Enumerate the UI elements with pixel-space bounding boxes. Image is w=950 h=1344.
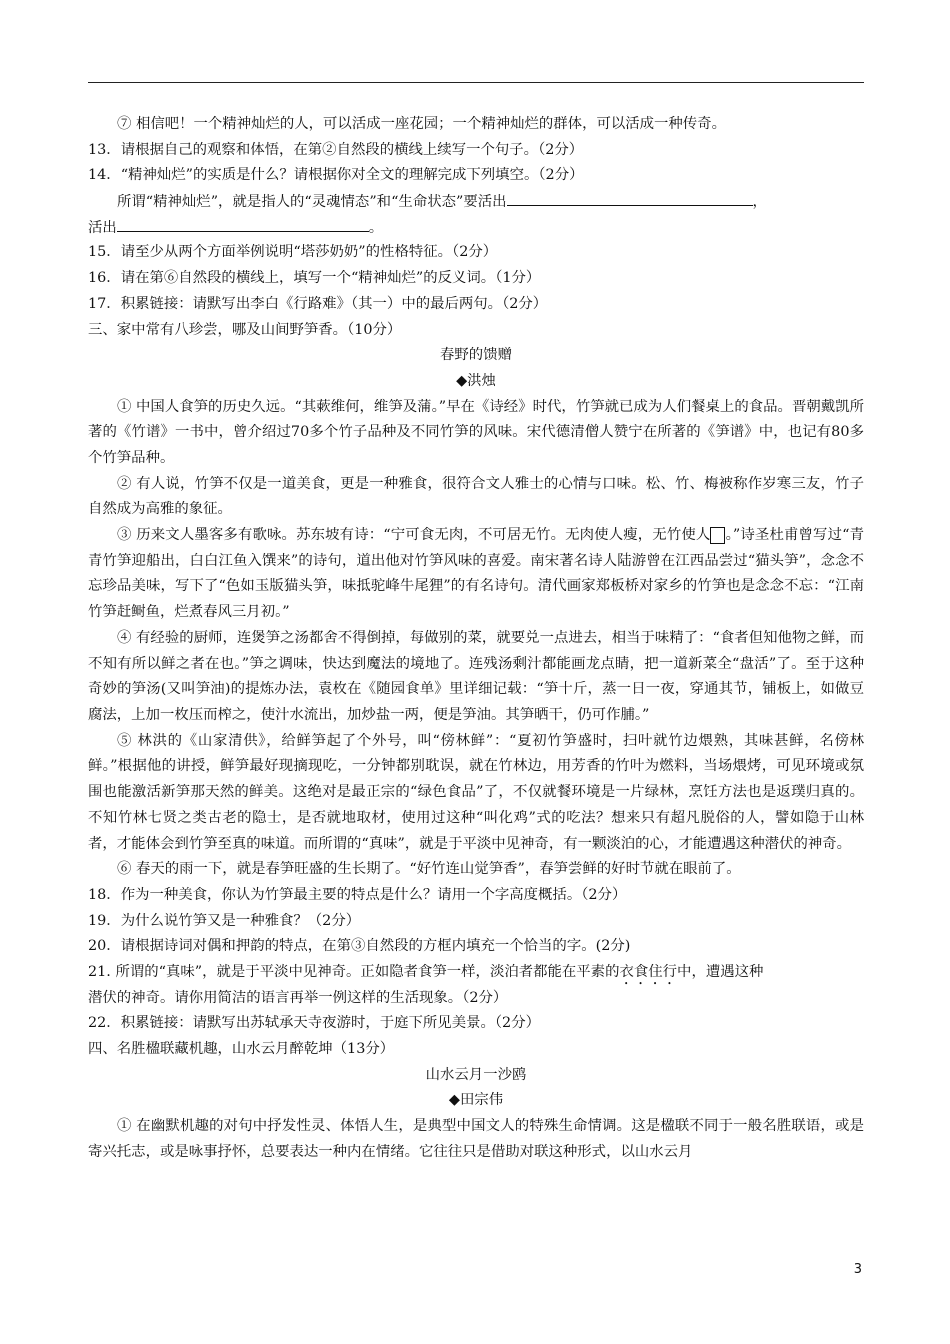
question-17: 17．积累链接：请默写出李白《行路难》（其一）中的最后两句。（2分） <box>88 295 548 312</box>
article-3-author: ◆洪烛 <box>456 372 496 389</box>
article-4-author: ◆田宗伟 <box>448 1092 504 1109</box>
article-3-title: 春野的馈赠 <box>440 347 512 364</box>
header-rule <box>88 82 864 83</box>
question-21-text-a: 21. 所谓的“真味”，就是于平淡中见神奇。正如隐者食笋一样，淡泊者都能在平素的 <box>88 963 620 980</box>
section-4-heading: 四、名胜楹联藏机趣，山水云月醉乾坤（13分） <box>88 1041 395 1058</box>
paragraph-3-text-b: 。”诗圣杜甫曾写过“青青竹笋迎船出，白白江鱼入馔来”的诗句，道出他对竹笋风味的喜爱。南宋著名诗人陆游曾在江西品尝过“猫头笋”，念念不忘珍品美味，写下了“色如玉版猫头笋，味抵驼峰牛尾狸”的有名诗句。清代画家郑板桥对家乡的竹笋也是念念不忘：“江南竹笋赶鲥鱼，烂煮春风三月初。” <box>88 527 865 621</box>
article-3-paragraph-4: ④ 有经验的厨师，连煲笋之汤都舍不得倒掉，每做别的菜，就要兑一点进去，相当于味精了：“食者但知他物之鲜，而不知有所以鲜之者在也。”笋之调味，快达到魔法的境地了。连残汤剩汁都能画龙点睛，把一道新菜全“盘活”了。至于这种奇妙的笋汤(又叫笋油)的提炼办法，袁枚在《随园食单》里详细记载：“笋十斤，蒸一日一夜，穿通其节，铺板上，如做豆腐法，上加一枚压而榨之，使汁水流出，加炒盐一两，便是笋油。其笋晒干，仍可作脯。” <box>88 629 864 723</box>
question-14-fill-line-2 <box>88 215 864 241</box>
question-22: 22．积累链接：请默写出苏轼承天寺夜游时，于庭下所见美景。（2分） <box>88 1015 540 1032</box>
article-3-paragraph-3 <box>88 523 864 626</box>
fill-end: 。 <box>368 219 384 236</box>
section-3-heading: 三、家中常有八珍尝，哪及山间野笋香。（10分） <box>88 321 402 338</box>
question-14: 14．“精神灿烂”的实质是什么？请根据你对全文的理解完成下列填空。（2分） <box>88 167 584 184</box>
question-21-line-1 <box>88 960 864 986</box>
paragraph-3-text-a: ③ 历来文人墨客多有歌咏。苏东坡有诗：“宁可食无肉，不可居无竹。无肉使人瘦，无竹使人 <box>117 527 711 544</box>
fill-text-a: 所谓“精神灿烂”，就是指人的“灵魂情态”和“生命状态”要活出 <box>117 194 507 211</box>
article-4-paragraph-1: ① 在幽默机趣的对句中抒发性灵、体悟人生，是典型中国文人的特殊生命情调。这是楹联不同于一般名胜联语，或是寄兴托志，或是咏事抒怀，总要表达一种内在情绪。它往往只是借助对联这种形式，以山水云月 <box>88 1118 864 1160</box>
question-13: 13．请根据自己的观察和体悟，在第②自然段的横线上续写一个句子。（2分） <box>88 141 584 158</box>
paragraph-7: ⑦ 相信吧！一个精神灿烂的人，可以活成一座花园；一个精神灿烂的群体，可以活成一种传奇。 <box>117 116 726 132</box>
question-20: 20．请根据诗词对偶和押韵的特点，在第③自然段的方框内填充一个恰当的字。(2分) <box>88 938 631 955</box>
question-19: 19．为什么说竹笋又是一种雅食？（2分） <box>88 912 361 929</box>
page-number: 3 <box>853 1262 862 1277</box>
article-3-paragraph-2: ② 有人说，竹笋不仅是一道美食，更是一种雅食，很符合文人雅士的心情与口味。松、竹、梅被称作岁寒三友，竹子自然成为高雅的象征。 <box>88 475 864 518</box>
article-3-paragraph-5: ⑤ 林洪的《山家清供》，给鲜笋起了个外号，叫“傍林鲜”：“夏初竹笋盛时，扫叶就竹边煨熟，其味甚鲜，名傍林鲜。”根据他的讲授，鲜笋最好现摘现吃，一分钟都别耽误，就在竹林边，用芳香的竹叶为燃料，当场煨烤，可见环境或氛围也能激活新笋那天然的鲜美。这绝对是最正宗的“绿色食品”了，不仅就餐环境是一片绿林，烹饪方法也是返璞归真的。不知竹林七贤之类古老的隐士，是否就地取材，使用过这种“叫化鸡”式的吃法？想来只有超凡脱俗的人，譬如隐于山林者，才能体会到竹笋至真的味道。而所谓的“真味”，就是于平淡中见神奇，有一颗淡泊的心，才能遭遇这种潜伏的神奇。 <box>88 732 864 852</box>
question-15: 15．请至少从两个方面举例说明“塔莎奶奶”的性格特征。（2分） <box>88 244 498 261</box>
question-16: 16．请在第⑥自然段的横线上，填写一个“精神灿烂”的反义词。（1分） <box>88 270 541 287</box>
fill-text-b: 活出 <box>88 219 117 236</box>
question-21-text-b: 中，遭遇这种 <box>677 963 764 980</box>
document-page <box>88 112 864 1166</box>
answer-blank[interactable] <box>507 189 753 206</box>
question-18: 18．作为一种美食，你认为竹笋最主要的特点是什么？请用一个字高度概括。（2分） <box>88 886 627 903</box>
question-21-line-2: 潜伏的神奇。请你用简洁的语言再举一例这样的生活现象。（2分） <box>88 989 508 1006</box>
answer-box[interactable] <box>710 527 725 544</box>
emphasis-words: 衣食住行 <box>619 963 678 980</box>
article-3-paragraph-6: ⑥ 春天的雨一下，就是春笋旺盛的生长期了。“好竹连山觉笋香”，春笋尝鲜的好时节就在眼前了。 <box>117 861 741 878</box>
fill-comma: ， <box>752 194 767 211</box>
article-4-title: 山水云月一沙鸥 <box>425 1066 527 1083</box>
article-3-paragraph-1: ① 中国人食笋的历史久远。“其蔌维何，维笋及蒲。”早在《诗经》时代，竹笋就已成为人们餐桌上的食品。晋朝戴凯所著的《竹谱》一书中，曾介绍过70多个竹子品种及不同竹笋的风味。宋代德清僧人赞宁在所著的《笋谱》中，也记有80多个竹笋品种。 <box>88 398 864 466</box>
answer-blank[interactable] <box>117 215 369 232</box>
question-14-fill-line-1 <box>88 189 864 215</box>
